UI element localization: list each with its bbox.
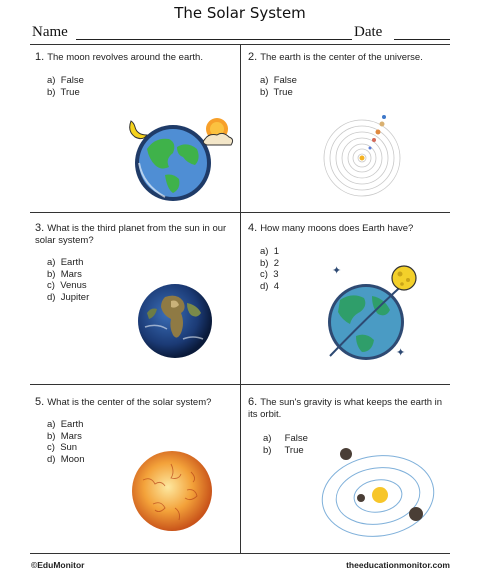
option[interactable]: a) Earth bbox=[47, 257, 84, 268]
option[interactable]: c) 3 bbox=[260, 269, 279, 280]
grid-line-bottom bbox=[30, 553, 450, 554]
svg-text:✦: ✦ bbox=[332, 264, 342, 277]
question-2-options bbox=[260, 75, 297, 98]
earth-moon-sun-icon bbox=[125, 113, 240, 208]
option[interactable]: b) True bbox=[47, 86, 80, 98]
option[interactable]: a) False bbox=[260, 75, 297, 86]
question-2: 2. The earth is the center of the universe. bbox=[248, 51, 423, 63]
option[interactable]: b) 2 bbox=[260, 257, 280, 269]
option[interactable]: a) 1 bbox=[260, 246, 280, 257]
option[interactable]: c) Venus bbox=[47, 280, 87, 291]
earth-moon-icon bbox=[312, 258, 428, 368]
option[interactable]: d) Jupiter bbox=[47, 291, 90, 303]
option[interactable]: b) True bbox=[263, 444, 304, 456]
question-1-options bbox=[47, 75, 84, 98]
footer-website[interactable]: theeducationmonitor.com bbox=[346, 560, 450, 570]
name-line[interactable] bbox=[76, 39, 352, 40]
sun-icon bbox=[131, 450, 213, 532]
question-6: 6. The sun's gravity is what keeps the earth in its orbit. bbox=[248, 396, 443, 420]
option[interactable]: c) Sun bbox=[47, 442, 78, 453]
option[interactable]: a) Earth bbox=[47, 419, 84, 430]
option[interactable]: d) Moon bbox=[47, 453, 85, 465]
question-4: 4. How many moons does Earth have? bbox=[248, 222, 414, 234]
footer-copyright: ©EduMonitor bbox=[31, 560, 85, 570]
question-6-options bbox=[263, 433, 308, 456]
question-5-options bbox=[47, 419, 85, 465]
date-line[interactable] bbox=[394, 39, 450, 40]
earth-globe-icon bbox=[137, 283, 213, 359]
orbit-system-icon bbox=[318, 440, 438, 546]
option[interactable]: b) Mars bbox=[47, 268, 82, 280]
question-3-options bbox=[47, 257, 89, 303]
question-1: 1. The moon revolves around the earth. bbox=[35, 51, 203, 63]
question-4-options bbox=[260, 246, 279, 292]
orbits-icon bbox=[322, 110, 406, 200]
name-date-row bbox=[32, 24, 452, 42]
date-label: Date bbox=[354, 24, 383, 40]
grid-line-vertical bbox=[240, 44, 241, 553]
option[interactable]: b) True bbox=[260, 86, 293, 98]
worksheet-title: The Solar System bbox=[174, 4, 306, 22]
name-label: Name bbox=[32, 24, 68, 40]
option[interactable]: a) False bbox=[263, 433, 308, 444]
option[interactable]: b) Mars bbox=[47, 430, 82, 442]
option[interactable]: d) 4 bbox=[260, 280, 280, 292]
svg-text:✦: ✦ bbox=[396, 346, 406, 359]
question-3: 3. What is the third planet from the sun in our solar system? bbox=[35, 222, 227, 246]
option[interactable]: a) False bbox=[47, 75, 84, 86]
question-5: 5. What is the center of the solar system? bbox=[35, 396, 212, 408]
